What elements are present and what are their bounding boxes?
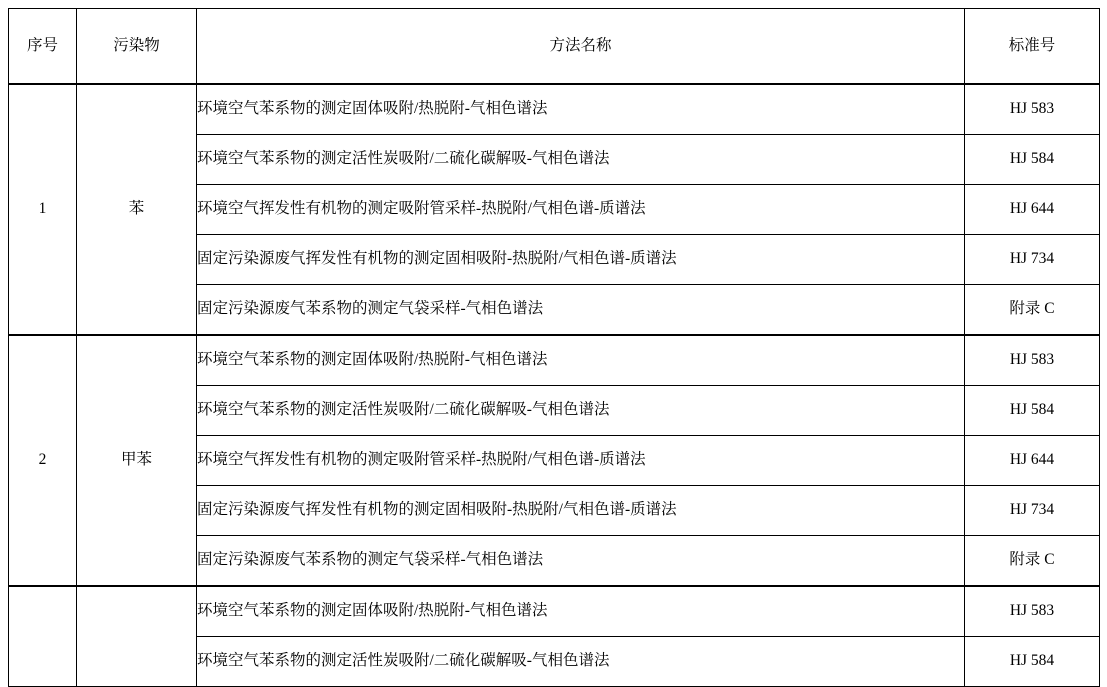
standards-method-table: [8, 8, 1100, 687]
cell-no: 2: [9, 335, 77, 586]
table-header-row: [9, 9, 1100, 85]
column-header-pollutant: 污染物: [77, 9, 197, 85]
cell-standard: HJ 734: [965, 486, 1100, 536]
cell-standard: 附录 C: [965, 536, 1100, 587]
column-header-method: 方法名称: [197, 9, 965, 85]
cell-method: 环境空气苯系物的测定固体吸附/热脱附-气相色谱法: [197, 586, 965, 637]
cell-method: 固定污染源废气挥发性有机物的测定固相吸附-热脱附/气相色谱-质谱法: [197, 486, 965, 536]
column-header-no: 序号: [9, 9, 77, 85]
cell-standard: HJ 584: [965, 135, 1100, 185]
cell-no: 1: [9, 84, 77, 335]
cell-standard: HJ 584: [965, 637, 1100, 687]
cell-method: 环境空气苯系物的测定活性炭吸附/二硫化碳解吸-气相色谱法: [197, 386, 965, 436]
cell-standard: HJ 644: [965, 436, 1100, 486]
table-row: [9, 586, 1100, 637]
cell-standard: HJ 583: [965, 586, 1100, 637]
column-header-standard: 标准号: [965, 9, 1100, 85]
table-row: [9, 84, 1100, 135]
cell-method: 环境空气苯系物的测定固体吸附/热脱附-气相色谱法: [197, 335, 965, 386]
cell-standard: 附录 C: [965, 285, 1100, 336]
cell-method: 环境空气挥发性有机物的测定吸附管采样-热脱附/气相色谱-质谱法: [197, 436, 965, 486]
cell-method: 环境空气苯系物的测定活性炭吸附/二硫化碳解吸-气相色谱法: [197, 637, 965, 687]
cell-no: [9, 586, 77, 687]
cell-method: 环境空气挥发性有机物的测定吸附管采样-热脱附/气相色谱-质谱法: [197, 185, 965, 235]
cell-method: 固定污染源废气苯系物的测定气袋采样-气相色谱法: [197, 536, 965, 587]
cell-standard: HJ 644: [965, 185, 1100, 235]
cell-method: 固定污染源废气挥发性有机物的测定固相吸附-热脱附/气相色谱-质谱法: [197, 235, 965, 285]
cell-method: 固定污染源废气苯系物的测定气袋采样-气相色谱法: [197, 285, 965, 336]
cell-pollutant: [77, 586, 197, 687]
cell-method: 环境空气苯系物的测定活性炭吸附/二硫化碳解吸-气相色谱法: [197, 135, 965, 185]
cell-pollutant: 苯: [77, 84, 197, 335]
cell-standard: HJ 734: [965, 235, 1100, 285]
cell-standard: HJ 583: [965, 335, 1100, 386]
cell-pollutant: 甲苯: [77, 335, 197, 586]
cell-standard: HJ 583: [965, 84, 1100, 135]
table-row: [9, 335, 1100, 386]
cell-standard: HJ 584: [965, 386, 1100, 436]
cell-method: 环境空气苯系物的测定固体吸附/热脱附-气相色谱法: [197, 84, 965, 135]
